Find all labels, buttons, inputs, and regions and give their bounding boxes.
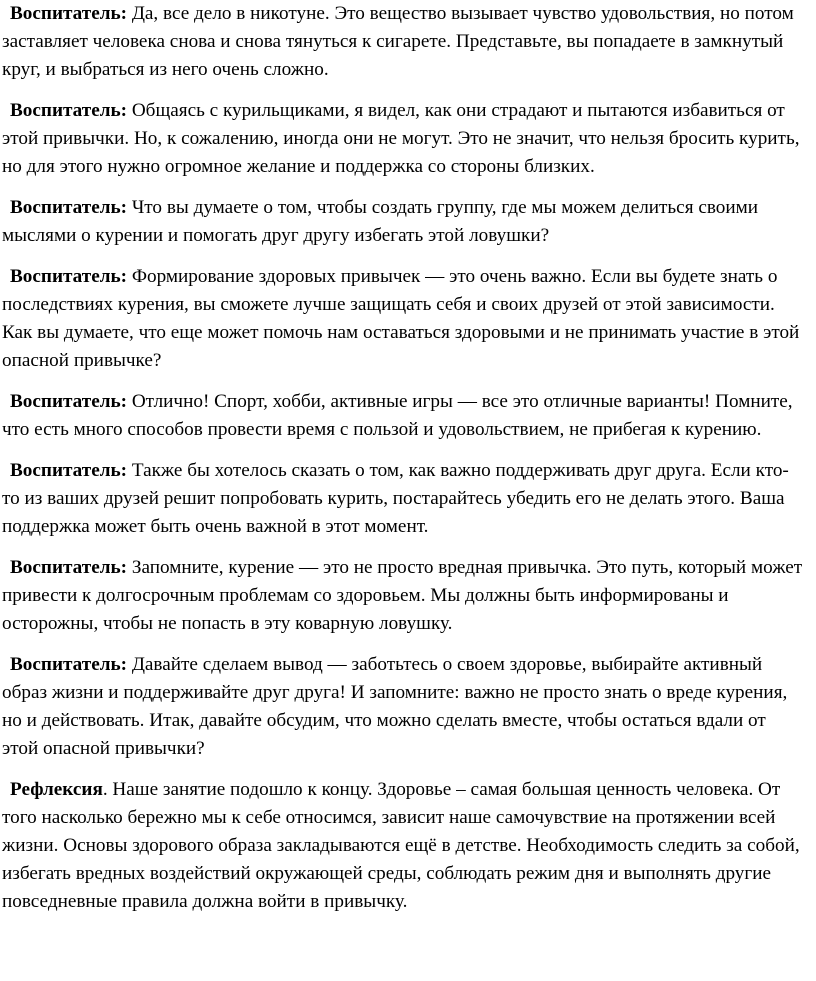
dialogue-paragraph (2, 554, 806, 638)
speaker-label: Воспитатель: (10, 460, 128, 481)
dialogue-paragraph (2, 457, 806, 541)
paragraph-text: Что вы думаете о том, чтобы создать группу, где мы можем делиться своими мыслями о курении и помогать друг другу избегать этой ловушки? (2, 197, 759, 246)
speaker-label: Воспитатель: (10, 654, 128, 675)
dialogue-paragraph (2, 651, 806, 763)
paragraph-text: Также бы хотелось сказать о том, как важно поддерживать друг друга. Если кто-то из ваших друзей решит попробовать курить, постарайтесь убедить его не делать этого. Ваша поддержка может быть очень важной в этот момент. (2, 460, 789, 537)
speaker-label: Воспитатель: (10, 100, 128, 121)
speaker-label: Воспитатель: (10, 3, 128, 24)
speaker-label: Воспитатель: (10, 197, 128, 218)
dialogue-paragraph (2, 194, 806, 250)
paragraph-text: Формирование здоровых привычек — это очень важно. Если вы будете знать о последствиях курения, вы сможете лучше защищать себя и своих друзей от этой зависимости. Как вы думаете, что еще может помочь нам оставаться здоровыми и не принимать участие в этой опасной привычке? (2, 266, 800, 371)
speaker-label: Воспитатель: (10, 391, 128, 412)
section-label: Рефлексия (10, 779, 103, 800)
dialogue-paragraph (2, 263, 806, 375)
paragraph-text: Давайте сделаем вывод — заботьтесь о своем здоровье, выбирайте активный образ жизни и поддерживайте друг друга! И запомните: важно не просто знать о вреде курения, но и действовать. Итак, давайте обсудим, что можно сделать вместе, чтобы остаться вдали от этой опасной привычки? (2, 654, 788, 759)
paragraph-text: . Наше занятие подошло к концу. Здоровье – самая большая ценность человека. От того насколько бережно мы к себе относимся, зависит наше самочувствие на протяжении всей жизни. Основы здорового образа закладываются ещё в детстве. Необходимость следить за собой, избегать вредных воздействий окружающей среды, соблюдать режим дня и выполнять другие повседневные правила должна войти в привычку. (2, 779, 800, 912)
paragraph-text: Да, все дело в никотуне. Это вещество вызывает чувство удовольствия, но потом заставляет человека снова и снова тянуться к сигарете. Представьте, вы попадаете в замкнутый круг, и выбраться из него очень сложно. (2, 3, 794, 80)
dialogue-paragraph (2, 388, 806, 444)
dialogue-paragraph (2, 97, 806, 181)
paragraph-text: Общаясь с курильщиками, я видел, как они страдают и пытаются избавиться от этой привычки. Но, к сожалению, иногда они не могут. Это не значит, что нельзя бросить курить, но для этого нужно огромное желание и поддержка со стороны близких. (2, 100, 800, 177)
paragraph-text: Запомните, курение — это не просто вредная привычка. Это путь, который может привести к долгосрочным проблемам со здоровьем. Мы должны быть информированы и осторожны, чтобы не попасть в эту коварную ловушку. (2, 557, 803, 634)
reflection-paragraph (2, 776, 806, 916)
dialogue-paragraph (2, 0, 806, 84)
paragraph-text: Отлично! Спорт, хобби, активные игры — все это отличные варианты! Помните, что есть много способов провести время с пользой и удовольствием, не прибегая к курению. (2, 391, 793, 440)
speaker-label: Воспитатель: (10, 557, 128, 578)
speaker-label: Воспитатель: (10, 266, 128, 287)
